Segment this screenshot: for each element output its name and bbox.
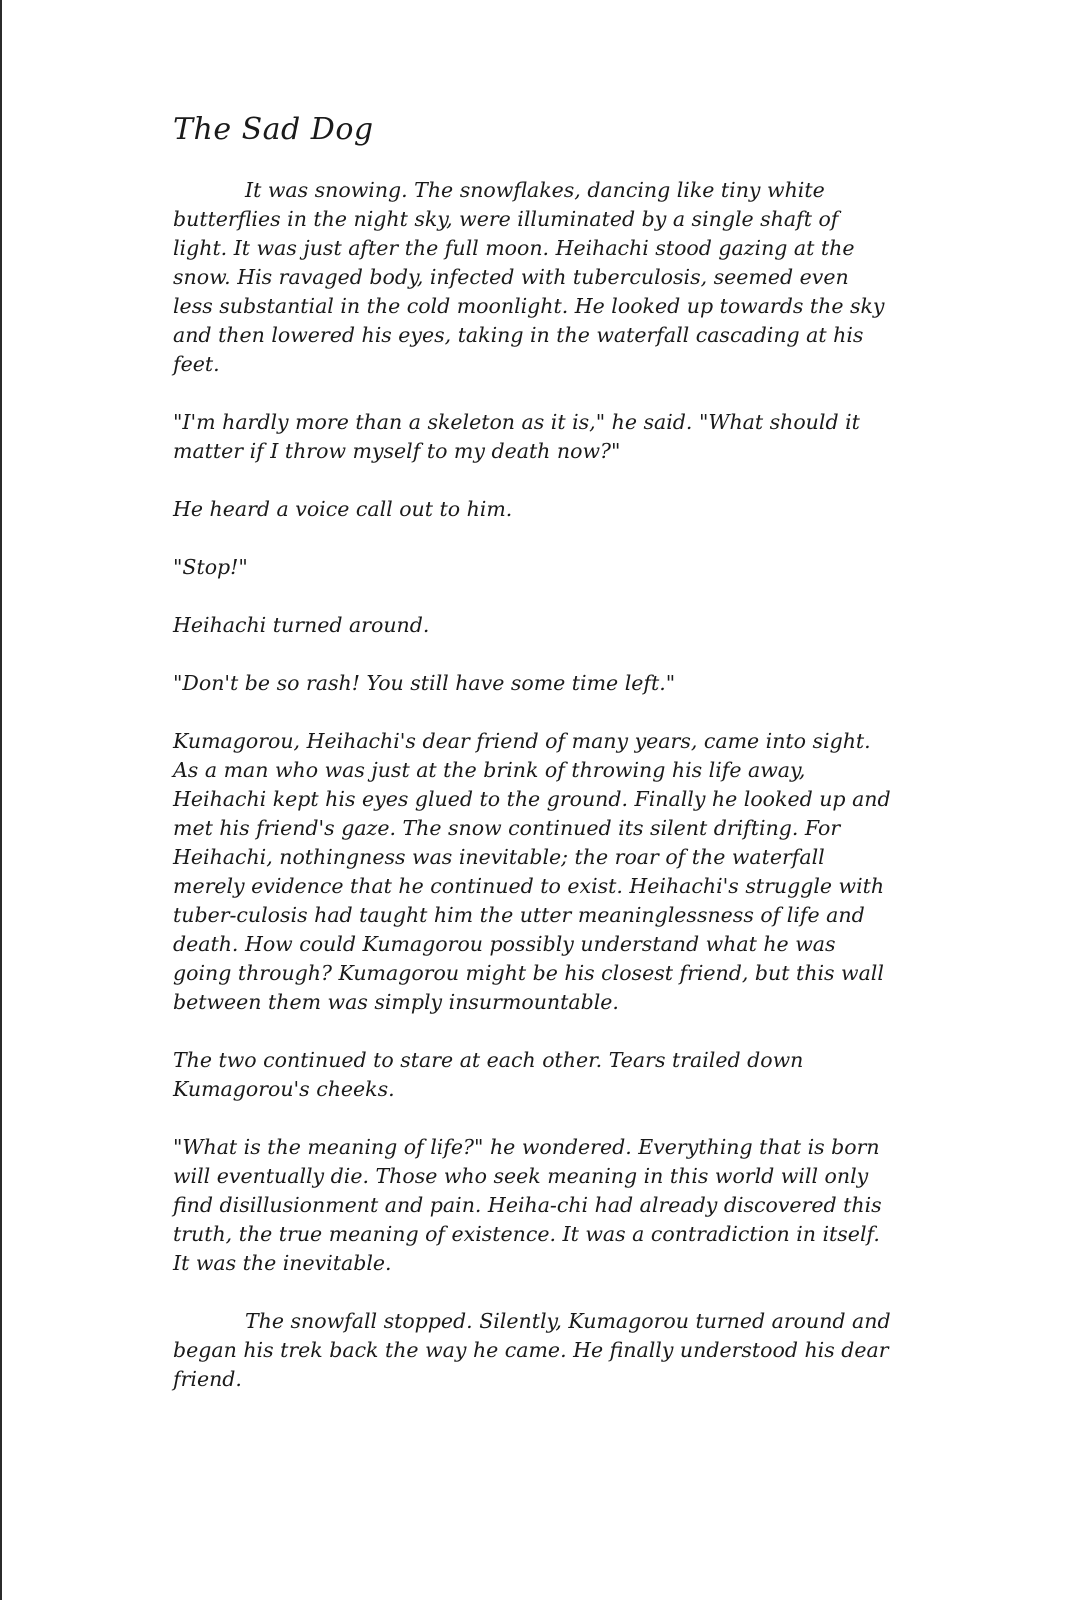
paragraph-6: "Don't be so rash! You still have some time left." xyxy=(173,671,676,695)
paragraph-7: Kumagorou, Heihachi's dear friend of many years, came into sight. As a man who was just at the brink of throwing his life away, Heihachi kept his eyes glued to the ground. Finally he looked up and met his friend's gaze. The snow continued its silent drifting. For Heihachi, nothingness was inevitable; the roar of the waterfall merely evidence that he continued to exist. Heihachi's struggle with tuber-culosis had taught him the utter meaninglessness of life and death. How could Kumagorou possibly understand what he was going through? Kumagorou might be his closest friend, but this wall between them was simply insurmountable. xyxy=(173,729,891,1014)
story-page xyxy=(173,108,893,1423)
paragraph-4: "Stop!" xyxy=(173,555,248,579)
paragraph-9: "What is the meaning of life?" he wondered. Everything that is born will eventually die. Those who seek meaning in this world will only find disillusionment and pain. Heiha-chi had already discovered this truth, the true meaning of existence. It was a contradiction in itself. It was the inevitable. xyxy=(173,1135,882,1275)
paragraph-10: The snowfall stopped. Silently, Kumagorou turned around and began his trek back the way he came. He finally understood his dear friend. xyxy=(173,1309,891,1391)
paragraph-2: "I'm hardly more than a skeleton as it is," he said. "What should it matter if I throw myself to my death now?" xyxy=(173,410,860,463)
paragraph-8: The two continued to stare at each other. Tears trailed down Kumagorou's cheeks. xyxy=(173,1048,804,1101)
paragraph-5: Heihachi turned around. xyxy=(173,613,430,637)
paragraph-3: He heard a voice call out to him. xyxy=(173,497,513,521)
paragraph-1: It was snowing. The snowflakes, dancing like tiny white butterflies in the night sky, were illuminated by a single shaft of light. It was just after the full moon. Heihachi stood gazing at the snow. His ravaged body, infected with tuberculosis, seemed even less substantial in the cold moonlight. He looked up towards the sky and then lowered his eyes, taking in the waterfall cascading at his feet. xyxy=(173,178,885,376)
story-title: The Sad Dog xyxy=(173,112,374,147)
page-edge-line xyxy=(0,0,2,1600)
